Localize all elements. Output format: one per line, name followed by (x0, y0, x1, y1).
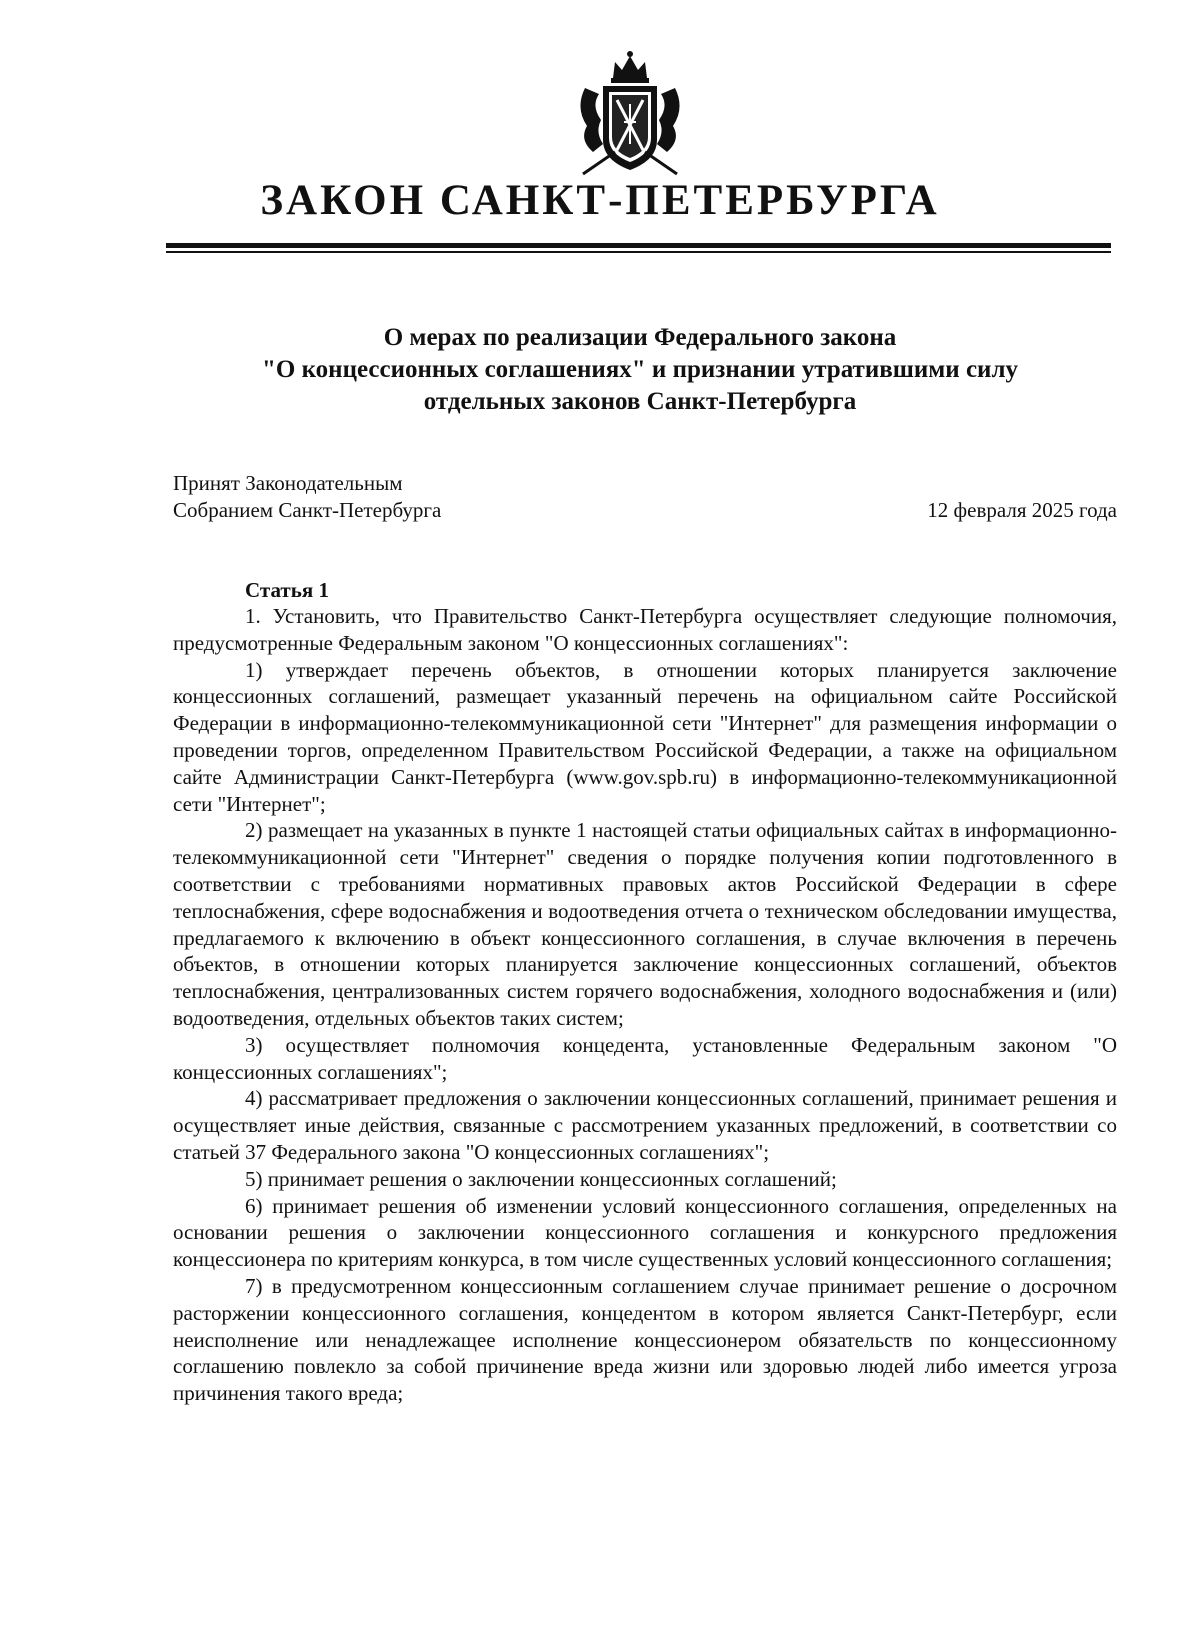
article-paragraph: 4) рассматривает предложения о заключении концессионных соглашений, принимает решения и осуществляет иные действия, связанные с рассмотрением указанных предложений, в соответствии со статьей 37 Федерального закона "О концессионных соглашениях"; (173, 1086, 1117, 1164)
article-paragraph: 3) осуществляет полномочия концедента, установленные Федеральным законом "О концессионных соглашениях"; (173, 1032, 1117, 1084)
coat-of-arms-icon (575, 48, 685, 178)
heading-rule-thick (166, 243, 1111, 248)
heading-rule-thin (166, 251, 1111, 253)
document-title-line: отдельных законов Санкт-Петербурга (423, 388, 857, 415)
article-paragraph: 6) принимает решения об изменении условий концессионного соглашения, определенных на основании решения о заключении концессионного соглашения и конкурсного предложения концессионера по критериям конкурса, в том числе существенных условий концессионного соглашения; (173, 1193, 1117, 1272)
adoption-line: Принят Законодательным (173, 471, 403, 495)
article-paragraph: 5) принимает решения о заключении концессионных соглашений; (245, 1166, 837, 1191)
article-title: Статья 1 (245, 578, 329, 602)
article-paragraph: 1. Установить, что Правительство Санкт-Петербурга осуществляет следующие полномочия, предусмотренные Федеральным законом "О концессионных соглашениях": (173, 604, 1117, 655)
article-body (173, 603, 1117, 1407)
article-paragraph: 2) размещает на указанных в пункте 1 настоящей статьи официальных сайтах в информационно-телекоммуникационной сети "Интернет" сведения о порядке получения копии подготовленного в соответствии с требованиями нормативных правовых актов Российской Федерации в сфере теплоснабжения, сфере водоснабжения и водоотведения отчета о техническом обследовании имущества, предлагаемого к включению в объект концессионного соглашения, в случае включения в перечень объектов, в отношении которых планируется заключение концессионных соглашений, объектов теплоснабжения, централизованных систем горячего водоснабжения, холодного водоснабжения и (или) водоотведения, отдельных объектов таких систем; (173, 818, 1117, 1030)
adoption-line: Собранием Санкт-Петербурга (173, 498, 442, 522)
adoption-date: 12 февраля 2025 года (927, 498, 1117, 522)
article-paragraph: 1) утверждает перечень объектов, в отношении которых планируется заключение концессионных соглашений, размещает указанный перечень на официальном сайте Российской Федерации в информационно-телекоммуникационной сети "Интернет" для размещения информации о проведении торгов, определенном Правительством Российской Федерации, а также на официальном сайте Администрации Санкт-Петербурга (www.gov.spb.ru) в информационно-телекоммуникационной сети "Интернет"; (173, 657, 1117, 816)
article-paragraph: 7) в предусмотренном концессионным соглашением случае принимает решение о досрочном расторжении концессионного соглашения, концедентом в котором является Санкт-Петербург, если неисполнение или ненадлежащее исполнение концессионером обязательств по концессионному соглашению повлекло за собой причинение вреда жизни или здоровью людей либо имеется угроза причинения такого вреда; (173, 1273, 1117, 1406)
document-title-line: О мерах по реализации Федерального закона (383, 324, 897, 351)
law-heading: ЗАКОН САНКТ-ПЕТЕРБУРГА (260, 177, 940, 224)
adoption-body (173, 470, 441, 524)
document-title-line: "О концессионных соглашениях" и признании утратившими силу (262, 356, 1018, 383)
document-title (160, 322, 1120, 418)
